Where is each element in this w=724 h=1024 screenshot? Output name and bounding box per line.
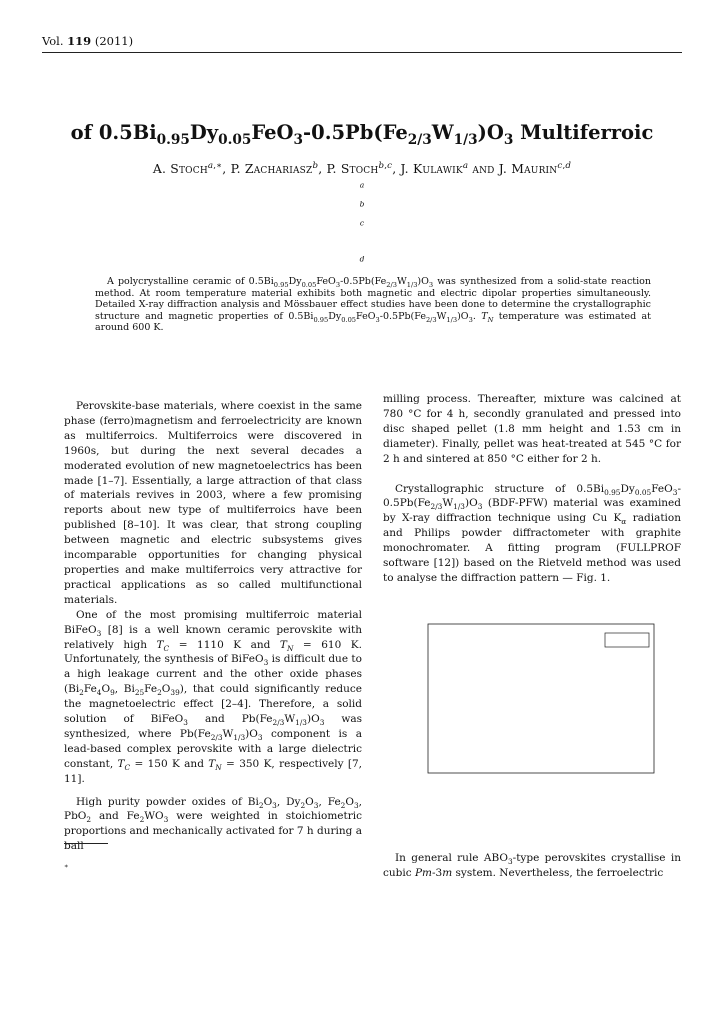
affiliation-c: c: [359, 218, 365, 228]
xray-paragraph: Crystallographic structure of $0.5Bi_{0.95}Dy_{0.05}FeO_3-0.5Pb(Fe_{2/3}W_{1/3})O_3$ (BDF-PFW) material was examined by X-ray diffraction technique using Cu $K_\alpha$ radiation and Philips powder diffractometer with graphite monochromater. A fitting program (FULLPROF software [12]) based on the Rietveld method was used to analyse the diffraction pattern — Fig. 1.: [383, 482, 681, 584]
xrd-figure: [400, 618, 664, 804]
right-column-bottom: [383, 851, 681, 881]
authors: A. Stoch$^{a,∗}$, P. Zachariasz$^b$, P. Stoch$^{b,c}$, J. Kulawik$^a$ and J. Maurin$^{c,d}$: [152, 160, 572, 176]
affiliation-d: d: [359, 254, 365, 264]
affiliation-a: a: [359, 180, 365, 190]
perovskite-paragraph: In general rule $ABO_3$-type perovskites crystallise in cubic Pm-3m system. Nevertheless, the ferroelectric: [383, 852, 681, 879]
affiliation-b: b: [359, 199, 365, 209]
title-line-2: of $0.5Bi_{0.95}Dy_{0.05}FeO_3-0.5Pb(Fe_{2/3}W_{1/3})O_3$ Multiferroic: [70, 121, 654, 148]
header-rule: [42, 52, 682, 53]
temperature-legend-box: [605, 633, 649, 647]
footnote: ∗: [64, 861, 69, 870]
footnote-rule: [64, 843, 108, 844]
intro-paragraph-2: One of the most promising multiferroic material BiFeO$_3$ [8] is a well known ceramic perovskite with relatively high $T_C = 1110$ K and $T_N = 610$ K. Unfortunately, the synthesis of BiFeO$_3$ is difficult due to a high leakage current and the other oxide phases ($Bi_2Fe_4O_9$, $Bi_{25}Fe_2O_{39}$), that could significantly reduce the magnetoelectric effect [2–4]. Therefore, a solid solution of BiFeO$_3$ and $Pb(Fe_{2/3}W_{1/3})O_3$ was synthesized, where $Pb(Fe_{2/3}W_{1/3})O_3$ component is a lead-based complex perovskite with a large dielectric constant, $T_C = 150$ K and $T_N = 350$ K, respectively [7, 11].: [64, 608, 362, 785]
intro-paragraph-1: Perovskite-base materials, where coexist in the same phase (ferro)magnetism and ferroelectricity are known as multiferroics. Multiferroics were discovered in 1960s, but during the next several decades a moderated evolution of new magnetoelectrics has been made [1–7]. Essentially, a large attraction of that class of materials revives in 2003, where a few promising reports about new type of multiferroics have been published [8–10]. It was clear, that strong coupling between magnetic and electric subsystems gives incomparable opportunities for changing physical properties and make multiferroics very attractive for practical applications as so called multifunctional materials.: [64, 400, 362, 606]
abstract: A polycrystalline ceramic of $0.5Bi_{0.95}Dy_{0.05}FeO_3-0.5Pb(Fe_{2/3}W_{1/3})O_3$ was synthesized from a solid-state reaction method. At room temperature material exhibits both magnetic and electric dipolar properties simultaneously. Detailed X-ray diffraction analysis and Mössbauer effect studies have been done to determine the crystallographic structure and magnetic properties of $0.5Bi_{0.95}Dy_{0.05}FeO_3-0.5Pb(Fe_{2/3}W_{1/3})O_3$. $T_N$ temperature was estimated at around 600 K.: [95, 276, 651, 334]
left-column: [64, 392, 362, 854]
right-column: [383, 392, 681, 586]
journal-volume: Vol. 119 (2011): [42, 34, 134, 48]
sample-preparation-continued: milling process. Thereafter, mixture was calcined at 780 °C for 4 h, secondly granulated and pressed into disc shaped pellet (1.8 mm height and 1.53 cm in diameter). Finally, pellet was heat-treated at 545 °C for 2 h and sintered at 850 °C either for 2 h.: [383, 393, 681, 465]
sample-preparation-paragraph: High purity powder oxides of $Bi_2O_3$, $Dy_2O_3$, $Fe_2O_3$, PbO$_2$ and $Fe_2WO_3$ were weighted in stoichiometric proportions and mechanically activated for 7 h during a ball: [64, 795, 362, 853]
